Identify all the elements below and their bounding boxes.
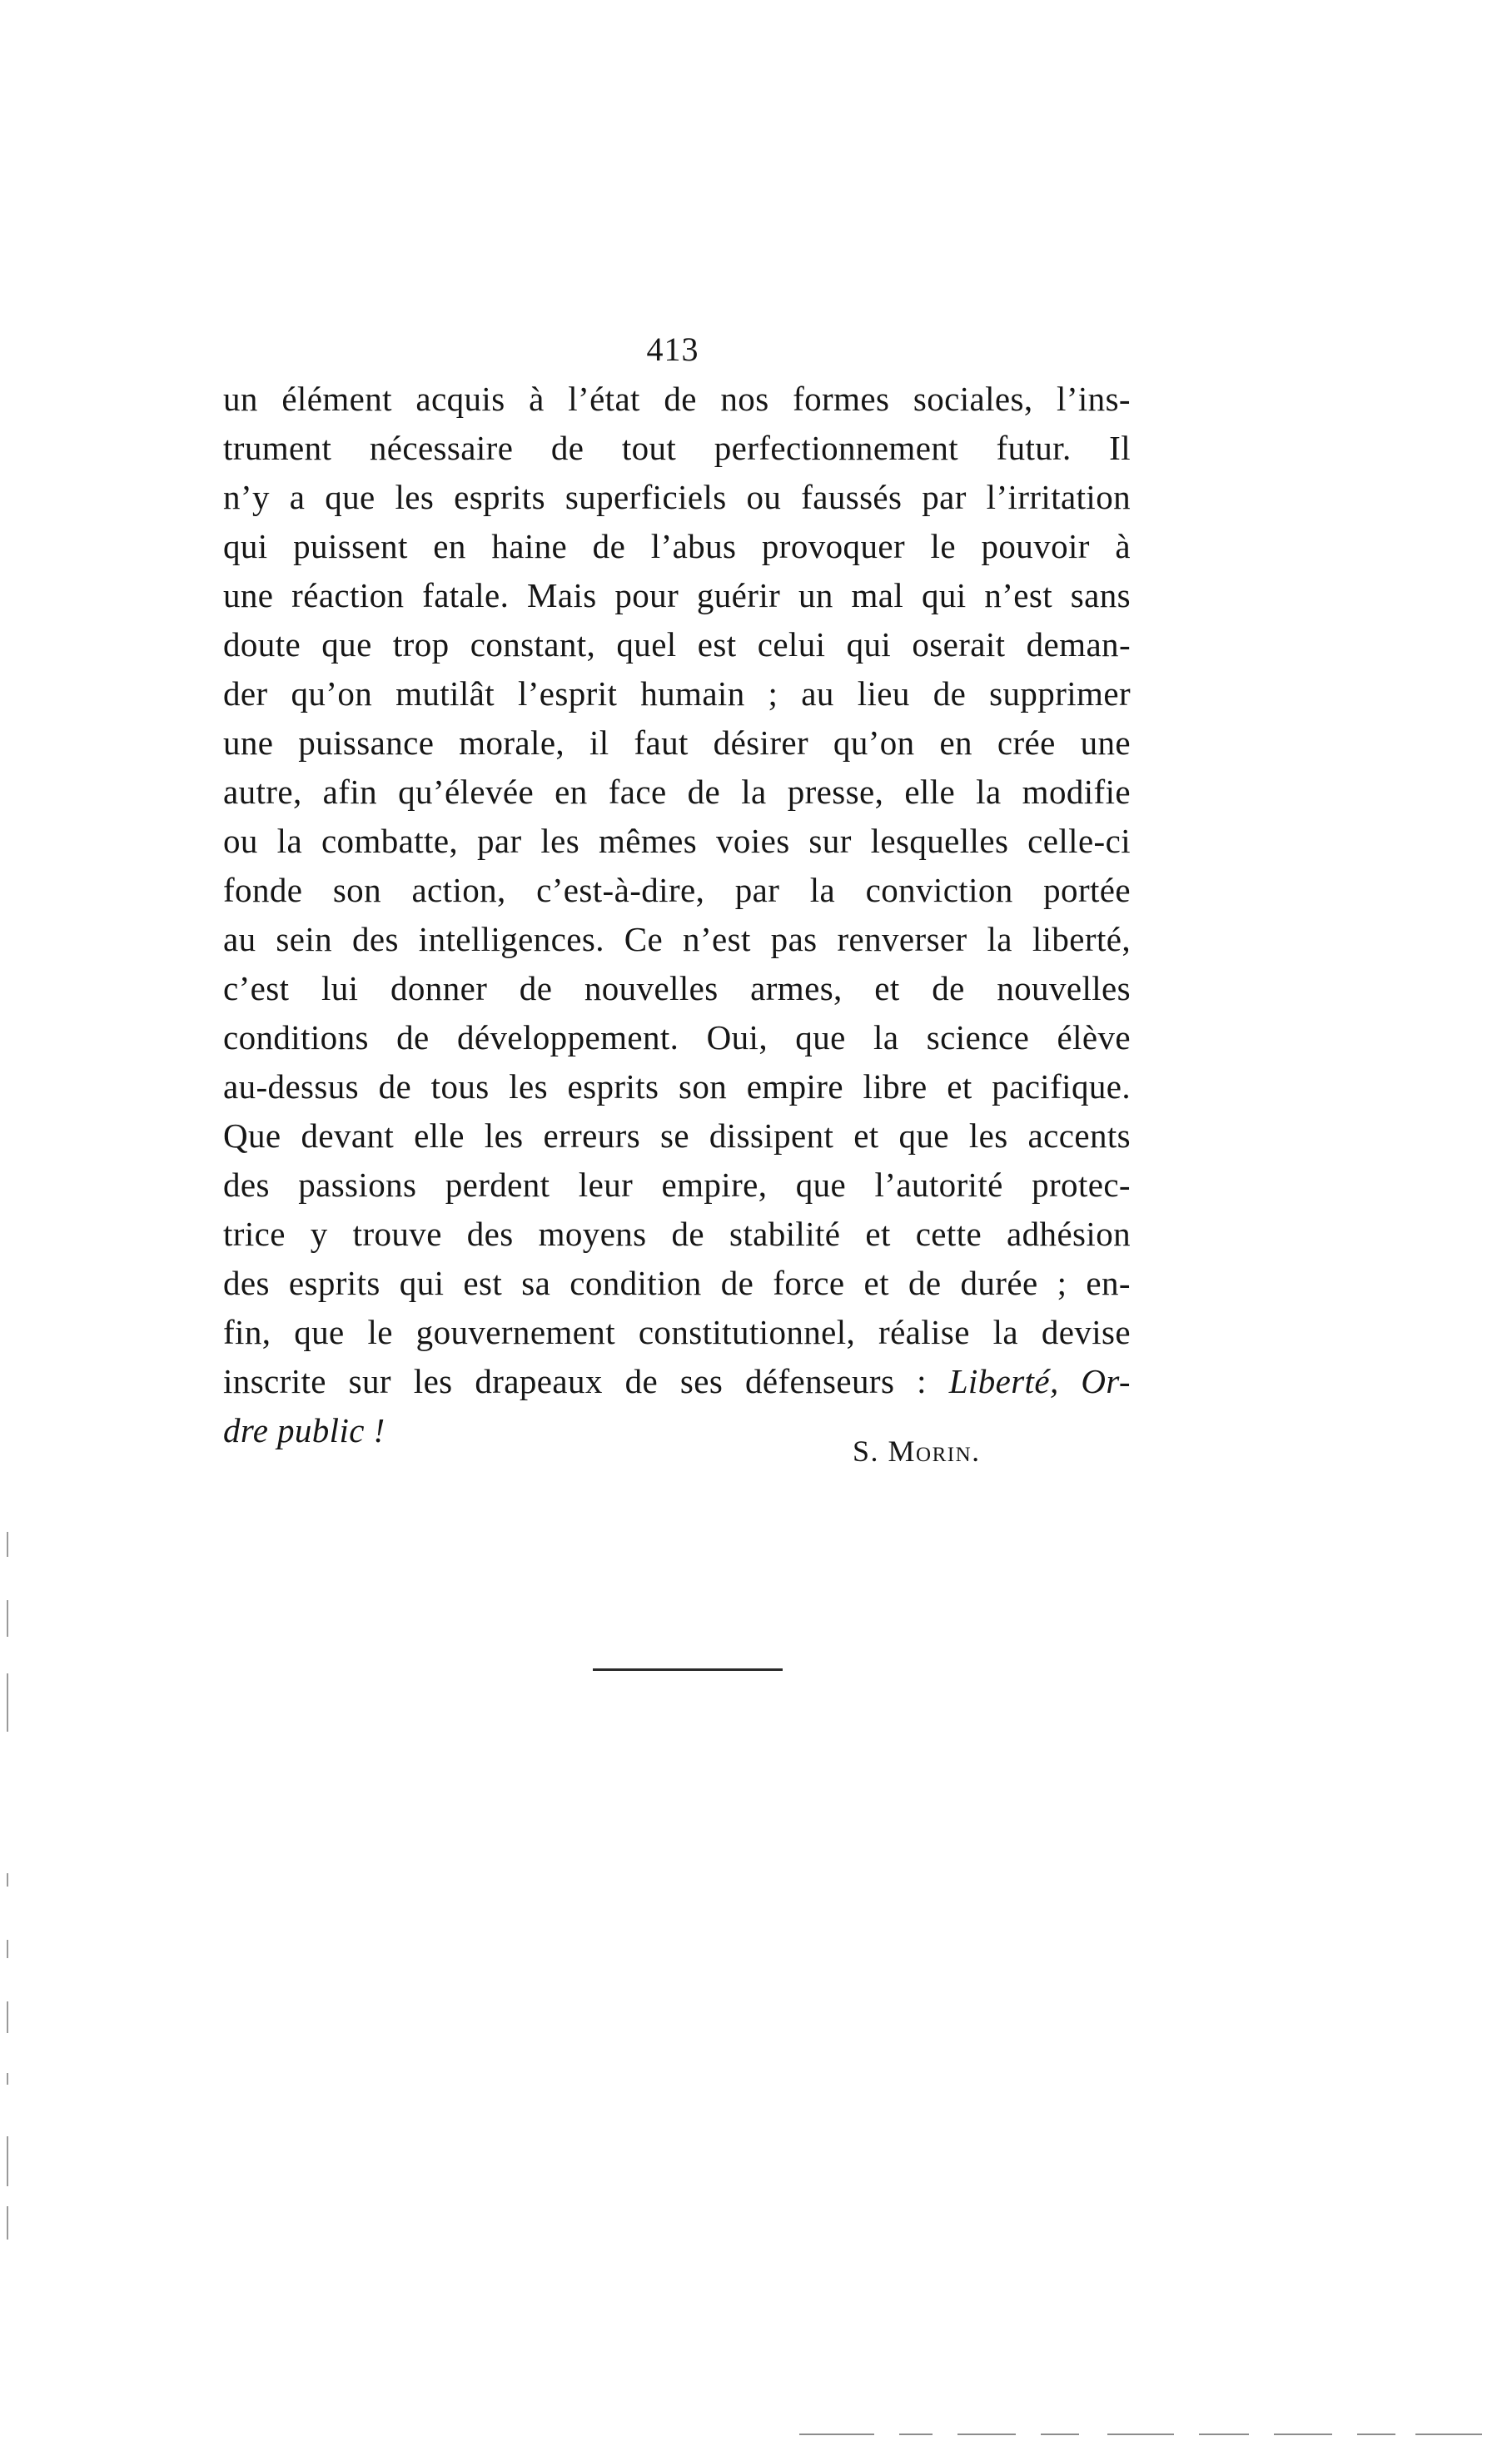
end-rule — [593, 1668, 783, 1671]
text-line-motto — [223, 1357, 1131, 1406]
text-line: une réaction fatale. Mais pour guérir un mal qui n’est sans — [223, 576, 1131, 614]
footer-dash — [899, 2434, 933, 2435]
text-line: der qu’on mutilât l’esprit humain ; au lieu de supprimer — [223, 674, 1131, 713]
text-line: ou la combatte, par les mêmes voies sur lesquelles celle-ci — [223, 822, 1131, 860]
signature — [853, 1434, 981, 1469]
footer-dash — [957, 2434, 1016, 2435]
margin-mark — [7, 2073, 8, 2085]
text-line: un élément acquis à l’état de nos formes sociales, l’ins- — [223, 380, 1131, 418]
margin-mark — [7, 1532, 8, 1557]
text-line: autre, afin qu’élevée en face de la presse, elle la modifie — [223, 773, 1131, 811]
text-line: au-dessus de tous les esprits son empire libre et pacifique. — [223, 1067, 1131, 1106]
body-text — [223, 375, 1131, 1455]
footer-dash — [1041, 2434, 1079, 2435]
text-line: Que devant elle les erreurs se dissipent et que les accents — [223, 1116, 1131, 1155]
signature-initial: S. — [853, 1434, 880, 1468]
motto-lead-text: inscrite sur les drapeaux de ses défenseurs : — [223, 1362, 949, 1400]
margin-mark — [7, 1600, 8, 1637]
text-line: qui puissent en haine de l’abus provoquer le pouvoir à — [223, 527, 1131, 565]
text-line: trument nécessaire de tout perfectionnement futur. Il — [223, 429, 1131, 467]
footer-dash — [1274, 2434, 1332, 2435]
text-line: trice y trouve des moyens de stabilité et cette adhésion — [223, 1215, 1131, 1253]
motto-italic-text: Liberté, Or- — [948, 1362, 1131, 1400]
margin-mark — [7, 2206, 8, 2240]
page-number: 413 — [646, 331, 699, 368]
footer-dash — [799, 2434, 874, 2435]
margin-mark — [7, 2001, 8, 2033]
text-line: des passions perdent leur empire, que l’autorité protec- — [223, 1166, 1131, 1204]
margin-mark — [7, 1940, 8, 1958]
text-line: c’est lui donner de nouvelles armes, et de nouvelles — [223, 969, 1131, 1007]
text-line: fonde son action, c’est-à-dire, par la conviction portée — [223, 871, 1131, 909]
signature-name: Morin. — [888, 1434, 981, 1468]
text-line: conditions de développement. Oui, que la science élève — [223, 1018, 1131, 1056]
footer-dash — [1199, 2434, 1249, 2435]
margin-mark — [7, 2136, 8, 2186]
text-line: n’y a que les esprits superficiels ou faussés par l’irritation — [223, 478, 1131, 516]
footer-dash — [1357, 2434, 1395, 2435]
text-line: des esprits qui est sa condition de force et de durée ; en- — [223, 1264, 1131, 1302]
footer-dash — [1415, 2434, 1482, 2435]
text-line: fin, que le gouvernement constitutionnel, réalise la devise — [223, 1313, 1131, 1351]
text-line: doute que trop constant, quel est celui qui oserait deman- — [223, 625, 1131, 664]
footer-dash — [1107, 2434, 1174, 2435]
text-line: une puissance morale, il faut désirer qu’on en crée une — [223, 723, 1131, 762]
text-line: au sein des intelligences. Ce n’est pas renverser la liberté, — [223, 920, 1131, 958]
margin-mark — [7, 1873, 8, 1887]
text-line-last: dre public ! — [223, 1411, 385, 1449]
margin-mark — [7, 1673, 8, 1732]
